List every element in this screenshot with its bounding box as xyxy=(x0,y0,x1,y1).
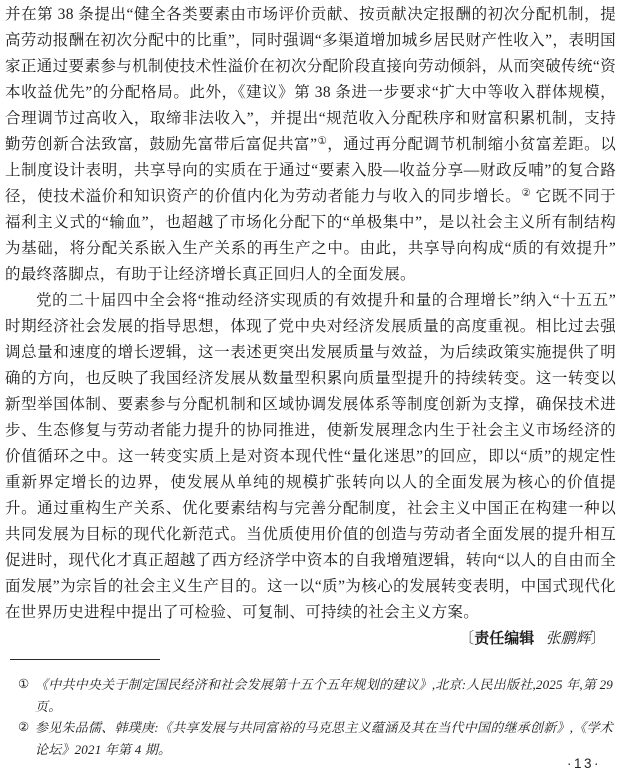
footnotes-section xyxy=(0,674,621,760)
editor-bracket-open: 〔 xyxy=(458,630,475,647)
editor-label: 责任编辑 xyxy=(474,630,535,647)
footnote-text: 参见朱品儒、韩璞庚:《共享发展与共同富裕的马克思主义蕴涵及其在当代中国的继承创新》,《学术论坛》2021 年第 4 期。 xyxy=(35,720,613,757)
footnote-separator-rule xyxy=(10,659,160,660)
footnote-list xyxy=(18,674,613,760)
footnote-marker: ② xyxy=(18,720,30,734)
footnote-item xyxy=(18,717,613,760)
editor-bracket-close: 〕 xyxy=(590,630,606,647)
body-paragraph: 党的二十届四中全会将“推动经济实现质的有效提升和量的合理增长”纳入“十五五”时期经济社会发展的指导思想，体现了党中央对经济发展质量的高度重视。相比过去强调总量和速度的增长逻辑，这一表述更突出发展质量与效益，为后续政策实施提供了明确的方向，也反映了我国经济发展从数量型积累向质量型提升的持续转变。这一转变以新型举国体制、要素参与分配机制和区域协调发展体系等制度创新为支撑，确保技术进步、生态修复与劳动者能力提升的协同推进，使新发展理念内生于社会主义市场经济的价值循环之中。这一转变实质上是对资本现代性“量化迷思”的回应，即以“质”的规定性重新界定增长的边界，使发展从单纯的规模扩张转向以人的全面发展为核心的价值提升。通过重构生产关系、优化要素结构与完善分配制度，社会主义中国正在构建一种以共同发展为目标的现代化新范式。当优质使用价值的创造与劳动者全面发展的提升相互促进时，现代化才真正超越了西方经济学中资本的自我增殖逻辑，转向“以人的自由而全面发展”为宗旨的社会主义生产目的。这一以“质”为核心的发展转变表明，中国式现代化在世界历史进程中提出了可检验、可复制、可持续的社会主义方案。 xyxy=(5,292,616,621)
footnote-text: 《中共中央关于制定国民经济和社会发展第十五个五年规划的建议》,北京:人民出版社,2025 年,第 29 页。 xyxy=(35,677,613,714)
editor-name: 张鹏辉 xyxy=(545,631,591,647)
body-paragraph: 并在第 38 条提出“健全各类要素由市场评价贡献、按贡献决定报酬的初次分配机制，提高劳动报酬在初次分配中的比重”，同时强调“多渠道增加城乡居民财产性收入”，表明国家正通过要素参与机制使技术性溢价在初次分配阶段直接向劳动倾斜，从而突破传统“资本收益优先”的分配格局。此外，《建议》第 38 条进一步要求“扩大中等收入群体规模，合理调节过高收入，取缔非法收入”，并提出“规范收入分配秩序和财富积累机制，支持勤劳创新合法致富，鼓励先富带后富促共富”①，通过再分配调节机制缩小贫富差距。以上制度设计表明，共享导向的实质在于通过“要素入股—收益分享—财政反哺”的复合路径，使技术溢价和知识资产的价值内化为劳动者能力与收入的同步增长。② 它既不同于福利主义式的“输血”，也超越了市场化分配下的“单极集中”，是以社会主义所有制结构为基础，将分配关系嵌入生产关系的再生产之中。由此，共享导向构成“质的有效提升”的最终落脚点，有助于让经济增长真正回归人的全面发展。 xyxy=(5,6,616,283)
page-footer xyxy=(567,755,601,773)
footnote-item xyxy=(18,674,613,717)
footnote-marker: ① xyxy=(18,677,30,691)
editor-line xyxy=(5,626,616,652)
paragraphs-container xyxy=(5,2,616,626)
footnote-reference-marker: ① xyxy=(317,136,328,147)
page-number: ·13· xyxy=(566,756,601,771)
footnote-reference-marker: ② xyxy=(521,188,532,199)
